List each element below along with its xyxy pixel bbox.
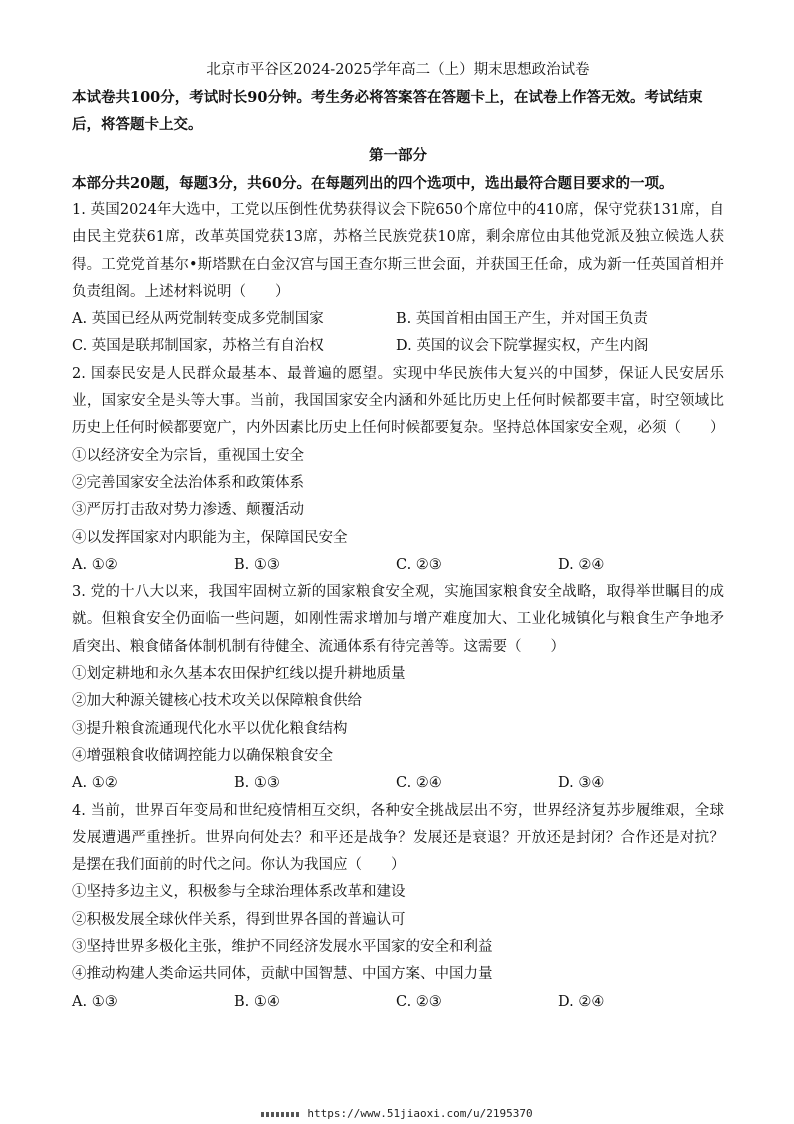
question-stem: 2. 国泰民安是人民群众最基本、最普遍的愿望。实现中华民族伟大复兴的中国梦，保证人民安居乐业，国家安全是头等大事。当前，我国国家安全内涵和外延比历史上任何时候都要丰富，时空领域比历史上任何时候都要宽广，内外因素比历史上任何时候都要复杂。坚持总体国家安全观，必须（ ） — [72, 365, 725, 437]
section-description: 本部分共20题，每题3分，共60分。在每题列出的四个选项中，选出最符合题目要求的一项。 — [72, 175, 674, 192]
statement-2: ②加大种源关键核心技术攻关以保障粮食供给 — [72, 693, 362, 710]
option-b: B. ①③ — [234, 775, 280, 792]
option-c: C. ②③ — [396, 993, 442, 1010]
option-a: A. ①② — [72, 775, 118, 792]
statement-1: ①以经济安全为宗旨，重视国土安全 — [72, 447, 304, 464]
statement-2: ②完善国家安全法治体系和政策体系 — [72, 474, 304, 491]
question-stem: 3. 党的十八大以来，我国牢固树立新的国家粮食安全观，实施国家粮食安全战略，取得举世瞩目的成就。但粮食安全仍面临一些问题，如刚性需求增加与增产难度加大、工业化城镇化与粮食生产争地矛盾突出、粮食储备体制机制有待健全、流通体系有待完善等。这需要（ ） — [72, 584, 724, 655]
question-options — [72, 989, 724, 1016]
statement-3: ③坚持世界多极化主张，维护不同经济发展水平国家的安全和利益 — [72, 939, 493, 956]
question-1 — [72, 197, 724, 361]
exam-notice: 本试卷共100分，考试时长90分钟。考生务必将答案答在答题卡上，在试卷上作答无效。考试结束后，将答题卡上交。 — [72, 89, 703, 133]
option-a: A. 英国已经从两党制转变成多党制国家 — [72, 311, 324, 328]
statement-2: ②积极发展全球伙伴关系，得到世界各国的普遍认可 — [72, 911, 406, 928]
question-options — [72, 770, 724, 797]
question-3 — [72, 579, 724, 797]
option-b: B. ①④ — [234, 993, 280, 1010]
statement-3: ③提升粮食流通现代化水平以优化粮食结构 — [72, 720, 348, 737]
page-footer — [0, 1107, 794, 1121]
footer-url[interactable]: https://www.51jiaoxi.com/u/2195370 — [307, 1107, 533, 1120]
statement-4: ④以发挥国家对内职能为主，保障国民安全 — [72, 529, 348, 546]
question-stem: 4. 当前，世界百年变局和世纪疫情相互交织，各种安全挑战层出不穷，世界经济复苏步履维艰，全球发展遭遇严重挫折。世界向何处去？和平还是战争？发展还是衰退？开放还是封闭？合作还是对抗？是摆在我们面前的时代之问。你认为我国应（ ） — [72, 802, 724, 874]
option-c: C. ②④ — [396, 775, 442, 792]
option-b: B. ①③ — [234, 556, 280, 573]
option-c: C. ②③ — [396, 556, 442, 573]
statement-1: ①坚持多边主义，积极参与全球治理体系改革和建设 — [72, 884, 406, 901]
option-d: D. 英国的议会下院掌握实权，产生内阁 — [396, 338, 649, 355]
statement-3: ③严厉打击敌对势力渗透、颠覆活动 — [72, 502, 304, 519]
section-title: 第一部分 — [369, 147, 427, 164]
statement-4: ④推动构建人类命运共同体，贡献中国智慧、中国方案、中国力量 — [72, 966, 493, 983]
exam-page — [72, 58, 724, 1016]
option-c: C. 英国是联邦制国家，苏格兰有自治权 — [72, 338, 324, 355]
option-d: D. ②④ — [558, 993, 605, 1010]
statement-4: ④增强粮食收储调控能力以确保粮食安全 — [72, 747, 333, 764]
question-options — [72, 552, 724, 579]
option-a: A. ①② — [72, 556, 118, 573]
exam-title: 北京市平谷区2024-2025学年高二（上）期末思想政治试卷 — [206, 62, 590, 78]
question-4 — [72, 798, 724, 1016]
option-d: D. ③④ — [558, 775, 605, 792]
question-options — [72, 306, 724, 361]
option-a: A. ①③ — [72, 993, 118, 1010]
option-b: B. 英国首相由国王产生，并对国王负责 — [396, 311, 648, 328]
watermark-icon — [261, 1112, 301, 1117]
question-stem: 1. 英国2024年大选中，工党以压倒性优势获得议会下院650个席位中的410席，保守党获131席，自由民主党获61席，改革英国党获13席，苏格兰民族党获10席，剩余席位由其他党派及独立候选人获得。工党党首基尔•斯塔默在白金汉宫与国王查尔斯三世会面，并获国王任命，成为新一任英国首相并负责组阁。上述材料说明（ ） — [72, 202, 724, 300]
statement-1: ①划定耕地和永久基本农田保护红线以提升耕地质量 — [72, 666, 406, 683]
question-2 — [72, 361, 724, 579]
option-d: D. ②④ — [558, 556, 605, 573]
